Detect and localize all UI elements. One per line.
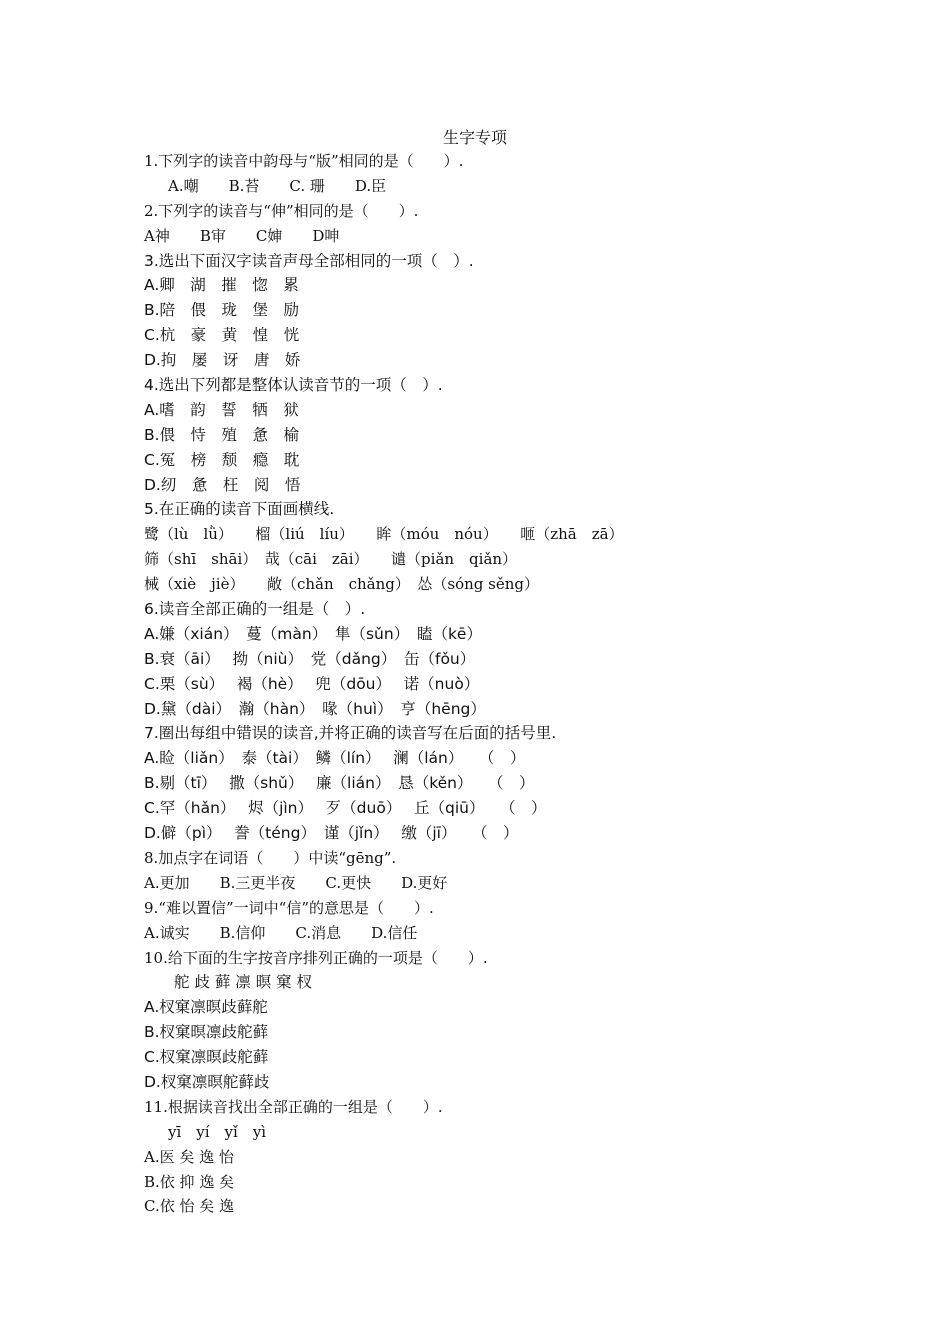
question-6-option-a: A.嫌（xián） 蔓（màn） 隼（sǔn） 瞌（kē） xyxy=(144,624,482,643)
question-6-option-d: D.黛（dài） 瀚（hàn） 喙（huì） 亨（hēng） xyxy=(144,699,486,718)
question-10-option-a: A.杈窠凛暝歧藓舵 xyxy=(144,998,268,1017)
question-8-options: A.更加 B.三更半夜 C.更快 D.更好 xyxy=(144,873,448,892)
question-4: 4.选出下列都是整体认读音节的一项（ ）. xyxy=(144,376,443,395)
question-3: 3.选出下面汉字读音声母全部相同的一项（ ）. xyxy=(144,251,474,270)
question-5-row-2: 筛（shī shāi） 哉（cāi zāi） 谴（piǎn qiǎn） xyxy=(144,550,518,569)
question-9-options: A.诚实 B.信仰 C.消息 D.信任 xyxy=(144,923,418,942)
question-2-options: A神 B审 C婶 D呻 xyxy=(144,226,340,245)
question-1-options: A.嘲 B.苔 C. 珊 D.臣 xyxy=(168,176,387,195)
question-3-option-b: B.陪 偎 珑 堡 励 xyxy=(144,301,300,320)
question-10-characters: 舵 歧 藓 凛 暝 窠 杈 xyxy=(174,973,313,992)
question-11-option-a: A.医 矣 逸 怡 xyxy=(144,1147,234,1166)
question-2: 2.下列字的读音与“伸”相同的是（ ）. xyxy=(144,201,419,220)
question-10-option-b: B.杈窠暝凛歧舵藓 xyxy=(144,1023,269,1042)
question-4-option-d: D.纫 惫 枉 阅 悟 xyxy=(144,475,301,494)
question-4-option-b: B.偎 恃 殖 惫 榆 xyxy=(144,425,300,444)
question-10-option-c: C.杈窠凛暝歧舵藓 xyxy=(144,1048,269,1067)
question-3-option-a: A.卿 湖 摧 惚 累 xyxy=(144,276,299,295)
question-5-row-1: 鹭（lù lǜ） 榴（liú líu） 眸（móu nóu） 咂（zhā zā） xyxy=(144,525,624,544)
question-11-option-c: C.依 怡 矣 逸 xyxy=(144,1197,235,1216)
question-7: 7.圈出每组中错误的读音,并将正确的读音写在后面的括号里. xyxy=(144,724,557,743)
question-5-row-3: 械（xiè jiè） 敞（chǎn chǎng） 怂（sóng sěng） xyxy=(144,575,539,594)
question-list xyxy=(144,149,864,1219)
question-7-option-c: C.罕（hǎn） 烬（jìn） 歹（duō） 丘（qiū） （ ） xyxy=(144,799,547,818)
question-9: 9.“难以置信”一词中“信”的意思是（ ）. xyxy=(144,898,434,917)
question-4-option-a: A.嗜 韵 誓 牺 狱 xyxy=(144,400,299,419)
question-7-option-b: B.剔（tī） 撒（shǔ） 廉（lián） 恳（kěn） （ ） xyxy=(144,774,535,793)
question-6-option-b: B.衰（āi） 拗（niù） 党（dǎng） 缶（fǒu） xyxy=(144,649,476,668)
question-6: 6.读音全部正确的一组是（ ）. xyxy=(144,600,366,619)
question-1: 1.下列字的读音中韵母与“版”相同的是（ ）. xyxy=(144,152,464,170)
question-8: 8.加点字在词语（ ）中读“gēng”. xyxy=(144,848,397,867)
question-11: 11.根据读音找出全部正确的一组是（ ）. xyxy=(144,1097,443,1116)
question-11-pinyin: yī yí yǐ yì xyxy=(168,1122,267,1141)
question-10-option-d: D.杈窠凛暝舵藓歧 xyxy=(144,1072,270,1091)
question-6-option-c: C.栗（sù） 褐（hè） 兜（dōu） 诺（nuò） xyxy=(144,674,480,693)
page-title: 生字专项 xyxy=(442,128,507,147)
question-10: 10.给下面的生字按音序排列正确的一项是（ ）. xyxy=(144,948,488,967)
question-4-option-c: C.冤 榜 颓 瘾 耽 xyxy=(144,450,300,469)
question-3-option-c: C.杭 豪 黄 惶 恍 xyxy=(144,326,300,345)
question-3-option-d: D.拘 屡 讶 唐 娇 xyxy=(144,351,301,370)
question-11-option-b: B.依 抑 逸 矣 xyxy=(144,1172,235,1191)
question-7-option-d: D.僻（pì） 誊（téng） 谨（jǐn） 缴（jī） （ ） xyxy=(144,824,519,843)
question-7-option-a: A.睑（liǎn） 泰（tài） 鳞（lín） 澜（lán） （ ） xyxy=(144,749,526,768)
question-5: 5.在正确的读音下面画横线. xyxy=(144,500,335,519)
